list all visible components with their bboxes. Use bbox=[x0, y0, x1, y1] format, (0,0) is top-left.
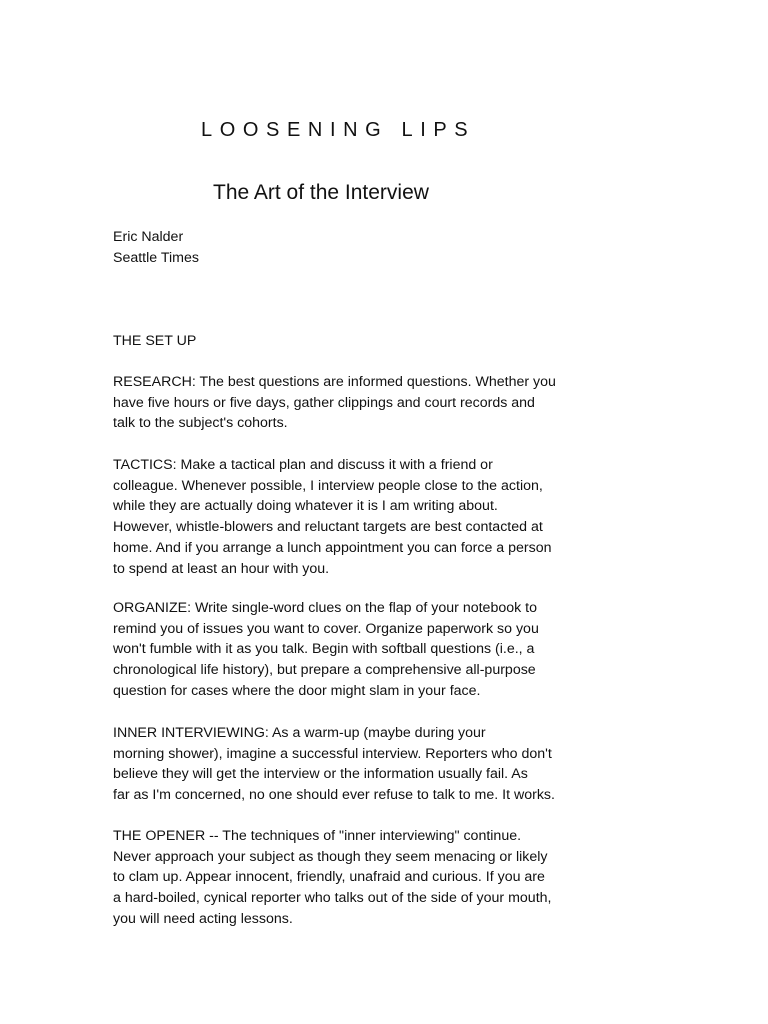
paragraph-tactics bbox=[113, 455, 583, 579]
paragraph-line: THE OPENER -- The techniques of "inner interviewing" continue. bbox=[113, 828, 522, 844]
paragraph-line: Never approach your subject as though they seem menacing or likely bbox=[113, 848, 548, 865]
paragraph-line: chronological life history), but prepare a comprehensive all-purpose bbox=[113, 662, 536, 679]
paragraph-line: a hard-boiled, cynical reporter who talks out of the side of your mouth, bbox=[113, 890, 552, 907]
byline bbox=[113, 227, 583, 268]
paragraph-line: to spend at least an hour with you. bbox=[113, 560, 330, 577]
paragraph-line: ORGANIZE: Write single-word clues on the flap of your notebook to bbox=[113, 600, 537, 616]
paragraph-line: TACTICS: Make a tactical plan and discuss it with a friend or bbox=[113, 457, 493, 473]
paragraph-line: colleague. Whenever possible, I interview people close to the action, bbox=[113, 477, 543, 494]
paragraph-line: have five hours or five days, gather clippings and court records and bbox=[113, 394, 535, 411]
paragraph-inner-interviewing bbox=[113, 723, 583, 806]
paragraph-line: while they are actually doing whatever it is I am writing about. bbox=[113, 498, 498, 515]
paragraph-research bbox=[113, 372, 583, 434]
paragraph-organize bbox=[113, 598, 583, 702]
paragraph-line: you will need acting lessons. bbox=[113, 910, 293, 927]
paragraph-line: far as I'm concerned, no one should ever refuse to talk to me. It works. bbox=[113, 787, 555, 804]
document-title: LOOSENING LIPS bbox=[201, 119, 476, 141]
paragraph-line: However, whistle-blowers and reluctant targets are best contacted at bbox=[113, 519, 543, 536]
paragraph-line: RESEARCH: The best questions are informed questions. Whether you bbox=[113, 374, 556, 390]
paragraph-line: won't fumble with it as you talk. Begin with softball questions (i.e., a bbox=[113, 641, 535, 658]
document-subtitle: The Art of the Interview bbox=[213, 181, 429, 204]
paragraph-line: talk to the subject's cohorts. bbox=[113, 415, 288, 432]
author-name: Eric Nalder bbox=[113, 229, 184, 245]
paragraph-opener bbox=[113, 826, 583, 930]
paragraph-line: morning shower), imagine a successful interview. Reporters who don't bbox=[113, 745, 552, 762]
section-heading: THE SET UP bbox=[113, 333, 197, 349]
publication-name: Seattle Times bbox=[113, 249, 199, 266]
paragraph-line: remind you of issues you want to cover. Organize paperwork so you bbox=[113, 620, 539, 637]
paragraph-line: believe they will get the interview or the information usually fail. As bbox=[113, 766, 528, 783]
paragraph-line: INNER INTERVIEWING: As a warm-up (maybe during your bbox=[113, 725, 486, 741]
paragraph-line: to clam up. Appear innocent, friendly, unafraid and curious. If you are bbox=[113, 869, 545, 886]
paragraph-line: home. And if you arrange a lunch appointment you can force a person bbox=[113, 539, 552, 556]
paragraph-line: question for cases where the door might slam in your face. bbox=[113, 682, 481, 699]
